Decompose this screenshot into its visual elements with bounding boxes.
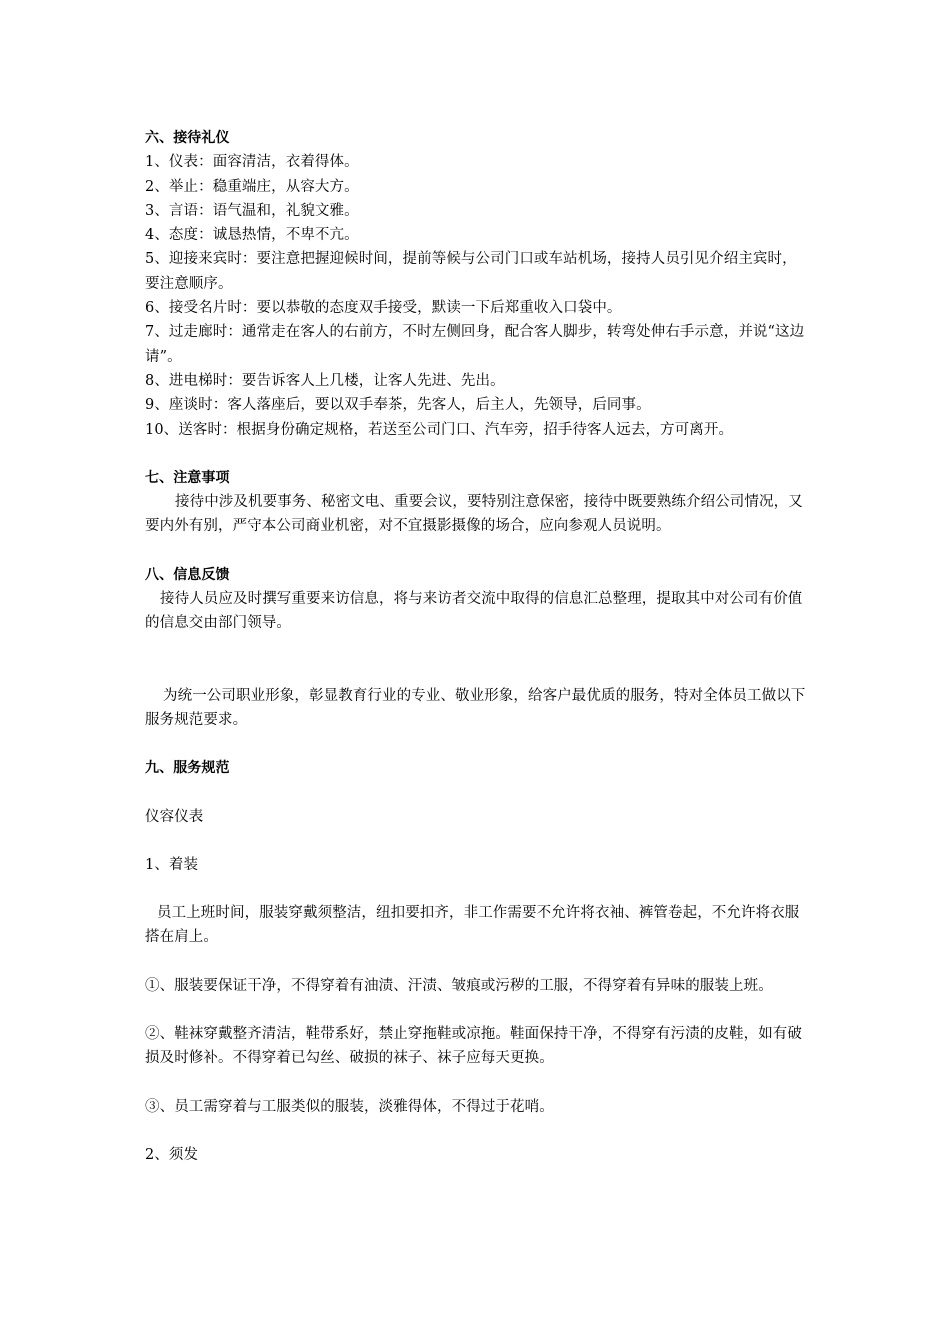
section-8-heading: 八、信息反馈 xyxy=(145,566,230,583)
section-9-heading: 九、服务规范 xyxy=(145,760,230,777)
intro-paragraph: 为统一公司职业形象，彰显教育行业的专业、敬业形象，给客户最优质的服务，特对全体员工做以下服务规范要求。 xyxy=(145,687,806,728)
list-item: 6、接受名片时：要以恭敬的态度双手接受，默读一下后郑重收入口袋中。 xyxy=(145,300,622,317)
section-7-heading: 七、注意事项 xyxy=(145,469,230,486)
list-item: 4、态度：诚恳热情，不卑不亢。 xyxy=(145,227,359,244)
list-item: 10、送客时：根据身份确定规格，若送至公司门口、汽车旁，招手待客人远去，方可离开。 xyxy=(145,421,734,438)
section-8-body: 接待人员应及时撰写重要来访信息，将与来访者交流中取得的信息汇总整理，提取其中对公司有价值的信息交由部门领导。 xyxy=(145,591,803,632)
item-body: 员工上班时间，服装穿戴须整洁，纽扣要扣齐，非工作需要不允许将衣袖、裤管卷起，不允许将衣服搭在肩上。 xyxy=(145,905,800,946)
list-item: 3、言语：语气温和，礼貌文雅。 xyxy=(145,202,359,219)
document-page xyxy=(145,126,807,1167)
subsection-title: 仪容仪表 xyxy=(145,808,204,825)
list-item: 5、迎接来宾时：要注意把握迎候时间，提前等候与公司门口或车站机场，接持人员引见介绍主宾时，要注意顺序。 xyxy=(145,251,797,292)
point-2: ②、鞋袜穿戴整齐清洁，鞋带系好，禁止穿拖鞋或凉拖。鞋面保持干净，不得穿有污渍的皮鞋，如有破损及时修补。不得穿着已勾丝、破损的袜子、袜子应每天更换。 xyxy=(145,1026,802,1067)
list-item: 7、过走廊时：通常走在客人的右前方，不时左侧回身，配合客人脚步，转弯处伸右手示意，并说“这边请”。 xyxy=(145,324,805,365)
section-6-heading: 六、接待礼仪 xyxy=(145,130,230,146)
point-3: ③、员工需穿着与工服类似的服装，淡雅得体，不得过于花哨。 xyxy=(145,1098,554,1115)
point-1: ①、服装要保证干净，不得穿着有油渍、汗渍、皱痕或污秽的工服，不得穿着有异味的服装上班。 xyxy=(145,977,773,994)
list-item: 8、进电梯时：要告诉客人上几楼，让客人先进、先出。 xyxy=(145,372,505,389)
item-heading: 1、着装 xyxy=(145,856,199,873)
item-heading: 2、须发 xyxy=(145,1146,199,1163)
section-7-body: 接待中涉及机要事务、秘密文电、重要会议，要特别注意保密，接待中既要熟练介绍公司情况，又要内外有别，严守本公司商业机密，对不宜摄影摄像的场合，应向参观人员说明。 xyxy=(145,494,803,535)
list-item: 2、举止：稳重端庄，从容大方。 xyxy=(145,178,359,195)
list-item: 1、仪表：面容清洁，衣着得体。 xyxy=(145,154,359,171)
list-item: 9、座谈时：客人落座后，要以双手奉茶，先客人，后主人，先领导，后同事。 xyxy=(145,397,651,414)
